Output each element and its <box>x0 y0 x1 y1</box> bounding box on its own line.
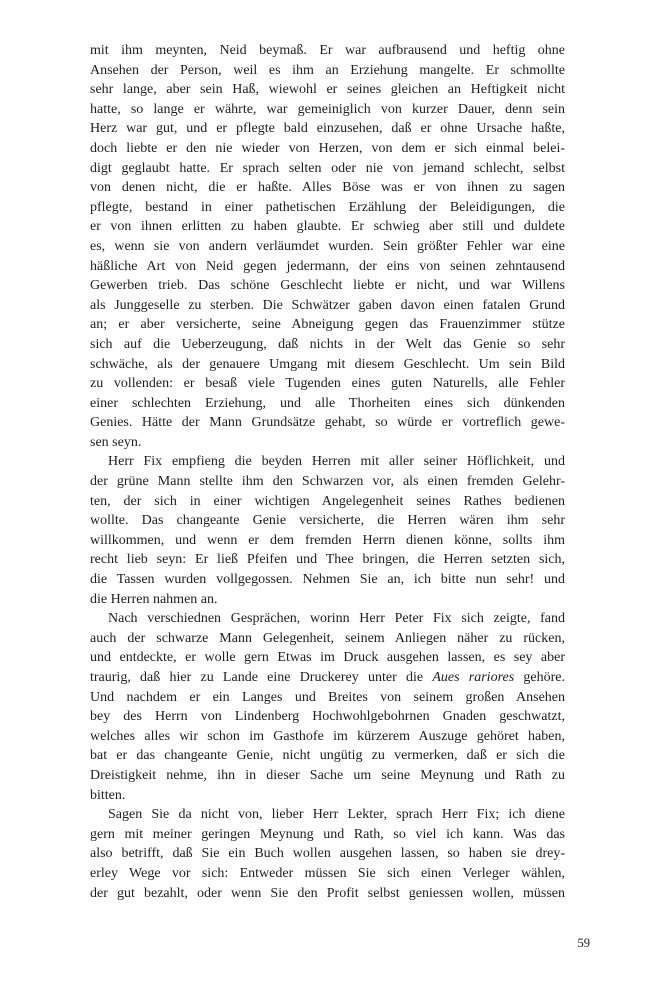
text-segment: doch liebte er den nie wieder von Herzen, von dem er sich einmal belei- <box>90 140 565 156</box>
text-line <box>90 413 565 433</box>
text-line <box>90 550 565 570</box>
text-segment: zu vollenden: er besaß viele Tugenden eines guten Naturells, alle Fehler <box>90 376 565 392</box>
text-line <box>90 786 565 806</box>
text-line <box>90 864 565 884</box>
text-segment: der grüne Mann stellte ihm den Schwarzen vor, als einen fremden Gelehr- <box>90 474 565 490</box>
text-line <box>90 374 565 394</box>
text-segment: traurig, daß hier zu Lande eine Druckerey unter die <box>90 670 433 685</box>
text-segment: digt geglaubt hatte. Er sprach selten oder nie von jemand schlecht, selbst <box>90 160 565 176</box>
text-segment: recht lieb seyn: Er ließ Pfeifen und Thee bringen, die Herren setzten sich, <box>90 552 565 568</box>
text-segment: Dreistigkeit nehme, ihn in dieser Sache um seine Meynung und Rath zu <box>90 767 565 783</box>
text-line <box>90 609 565 629</box>
body-text <box>90 41 565 903</box>
text-segment: sich auf die Ueberzeugung, daß nichts in der Welt das Genie so sehr <box>90 336 565 352</box>
text-line <box>90 335 565 355</box>
text-line <box>90 629 565 649</box>
text-line <box>90 217 565 237</box>
text-line <box>90 570 565 590</box>
paragraph <box>90 41 565 452</box>
text-segment: Genies. Hätte der Mann Grundsätze gehabt, so würde er vortreflich gewe- <box>90 415 565 431</box>
text-segment: der gut bezahlt, oder wenn Sie den Profit selbst geniessen wollen, müssen <box>90 885 565 901</box>
text-line <box>90 825 565 845</box>
text-segment: Und nachdem er ein Langes und Breites von seinem großen Ansehen <box>90 689 565 705</box>
text-line <box>90 394 565 414</box>
text-segment: erley Wege vor sich: Entweder müssen Sie sich einen Verleger wählen, <box>90 865 565 881</box>
text-segment: Sagen Sie da nicht von, lieber Herr Lekter, sprach Herr Fix; ich diene <box>108 807 565 823</box>
text-segment: Herr Fix empfieng die beyden Herren mit aller seiner Höflichkeit, und <box>108 454 565 470</box>
text-line <box>90 178 565 198</box>
text-segment: auch der schwarze Mann Gelegenheit, seinem Anliegen näher zu rücken, <box>90 630 565 646</box>
text-segment: wollte. Das changeante Genie versicherte, die Herren wären ihm sehr <box>90 513 565 529</box>
text-segment: willkommen, und wenn er dem fremden Herrn dienen könne, sollts ihm <box>90 532 565 548</box>
text-segment: häßliche Art von Neid gegen jedermann, der eins von seinen zehntausend <box>90 258 565 274</box>
text-line <box>90 276 565 296</box>
text-segment: die Tassen wurden vollgegossen. Nehmen Sie an, ich bitte nun sehr! und <box>90 572 565 588</box>
text-line <box>90 433 565 453</box>
paragraph <box>90 805 565 903</box>
text-segment: sen seyn. <box>90 434 142 450</box>
text-line <box>90 688 565 708</box>
text-segment: gehöre. <box>514 670 565 685</box>
text-line <box>90 41 565 61</box>
text-line <box>90 119 565 139</box>
text-segment: und entdeckte, er wolle gern Etwas im Druck ausgehen lassen, es sey aber <box>90 650 565 666</box>
text-line <box>90 472 565 492</box>
text-segment: Gewerben trieb. Das schöne Geschlecht liebte er nicht, und war Willens <box>90 278 565 294</box>
text-line <box>90 844 565 864</box>
text-segment: gern mit meiner geringen Meynung und Rath, so viel ich kann. Was das <box>90 826 565 842</box>
paragraph <box>90 452 565 609</box>
text-line <box>90 727 565 747</box>
text-segment: Ansehen der Person, weil es ihm an Erziehung mangelte. Er schmollte <box>90 62 565 78</box>
text-segment: pflegte, bestand in einer pathetischen Erzählung der Beleidigungen, die <box>90 199 565 215</box>
text-line <box>90 668 565 688</box>
italic-phrase: Aues rariores <box>432 670 515 685</box>
text-line <box>90 531 565 551</box>
text-segment: er von ihnen erlitten zu haben glaubte. Er schwieg aber still und duldete <box>90 219 565 235</box>
text-line <box>90 100 565 120</box>
text-line <box>90 805 565 825</box>
text-line <box>90 766 565 786</box>
text-segment: mit ihm meynten, Neid beymaß. Er war aufbrausend und heftig ohne <box>90 43 565 58</box>
text-line <box>90 590 565 610</box>
text-segment: ten, der sich in einer wichtigen Angelegenheit seines Rathes bedienen <box>90 493 565 509</box>
text-segment: Herz war gut, und er pflegte bald einzusehen, daß er ohne Ursache haßte, <box>90 121 565 137</box>
text-segment: sehr lange, aber sein Haß, wiewohl er seines gleichen an Heftigkeit nicht <box>90 82 565 98</box>
text-line <box>90 61 565 81</box>
text-line <box>90 746 565 766</box>
text-segment: bat er das changeante Genie, nicht ungütig zu vermerken, daß er sich die <box>90 748 565 764</box>
text-segment: es, wenn sie von andern verläumdet wurden. Sein größter Fehler war eine <box>90 238 565 254</box>
paragraph <box>90 609 565 805</box>
text-segment: hatte, so lange er währte, war gemeiniglich von kurzer Dauer, denn sein <box>90 101 565 117</box>
text-line <box>90 139 565 159</box>
text-line <box>90 707 565 727</box>
text-line <box>90 355 565 375</box>
text-line <box>90 237 565 257</box>
text-line <box>90 257 565 277</box>
text-line <box>90 452 565 472</box>
text-segment: als Junggeselle zu sterben. Die Schwätzer gaben davon einen fatalen Grund <box>90 297 565 313</box>
text-segment: welches alles wir schon im Gasthofe im kürzerem Auszuge gehöret haben, <box>90 728 565 744</box>
text-segment: schwäche, als der genauere Umgang mit diesem Geschlecht. Um sein Bild <box>90 356 565 372</box>
text-segment: also betrifft, daß Sie ein Buch wollen ausgehen lassen, so haben sie drey- <box>90 846 565 862</box>
text-line <box>90 648 565 668</box>
text-segment: bey des Herrn von Lindenberg Hochwohlgebohrnen Gnaden geschwatzt, <box>90 709 565 725</box>
text-segment: die Herren nahmen an. <box>90 591 218 607</box>
text-line <box>90 80 565 100</box>
text-segment: bitten. <box>90 787 126 803</box>
text-line <box>90 884 565 904</box>
text-line <box>90 296 565 316</box>
text-line <box>90 198 565 218</box>
text-line <box>90 159 565 179</box>
text-line <box>90 315 565 335</box>
text-segment: an; er aber versicherte, seine Abneigung gegen das Frauenzimmer stütze <box>90 317 565 333</box>
text-segment: von denen nicht, die er haßte. Alles Böse was er von ihnen zu sagen <box>90 180 565 196</box>
text-segment: Nach verschiednen Gesprächen, worinn Herr Peter Fix sich zeigte, fand <box>108 611 565 627</box>
text-segment: einer schlechten Erziehung, und alle Thorheiten eines sich dünkenden <box>90 395 565 411</box>
text-line <box>90 511 565 531</box>
page-number: 59 <box>577 936 590 950</box>
text-line <box>90 492 565 512</box>
